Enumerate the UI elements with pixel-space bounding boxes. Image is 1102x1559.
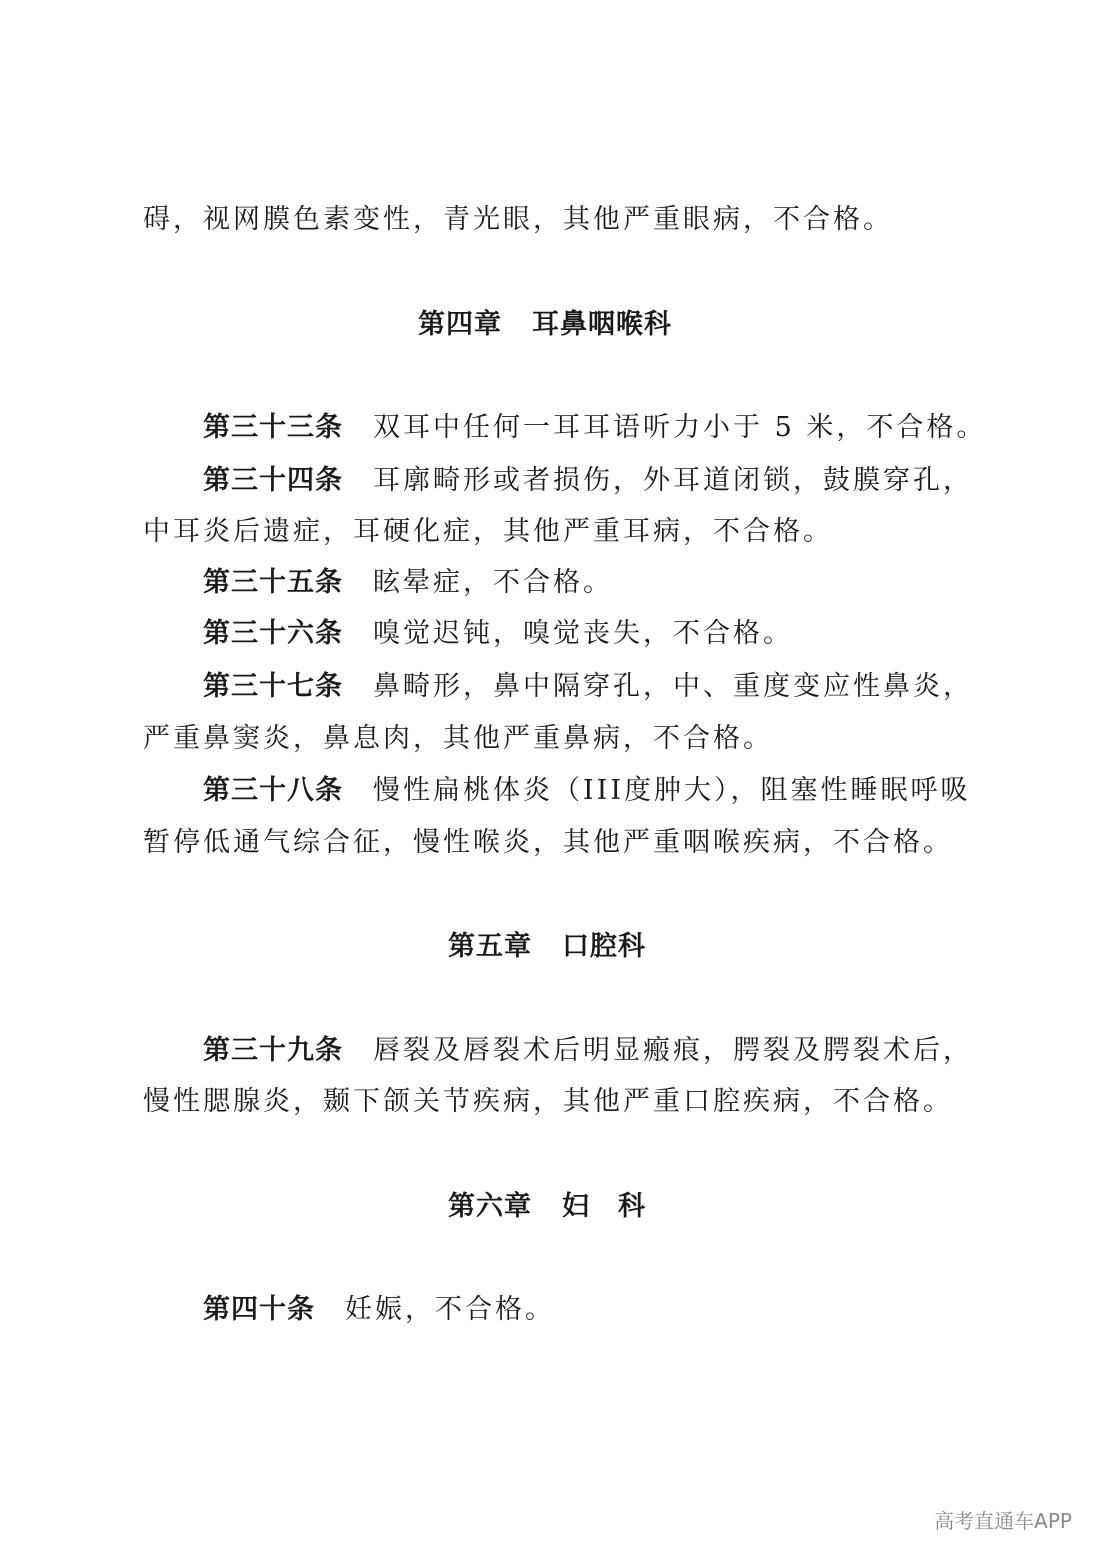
article-37-continuation: 严重鼻窦炎，鼻息肉，其他严重鼻病，不合格。 bbox=[143, 723, 773, 754]
article-35-text: 眩晕症，不合格。 bbox=[373, 567, 613, 598]
article-34 bbox=[203, 461, 973, 501]
article-39-continuation: 慢性腮腺炎，颞下颌关节疾病，其他严重口腔疾病，不合格。 bbox=[143, 1086, 953, 1117]
article-39 bbox=[203, 1031, 973, 1071]
article-38-text: 慢性扁桃体炎（III度肿大），阻塞性睡眠呼吸 bbox=[373, 775, 971, 806]
article-36-number: 第三十六条 bbox=[203, 618, 343, 649]
article-37-number: 第三十七条 bbox=[203, 671, 343, 702]
chapter-6-number: 第六章 bbox=[448, 1191, 532, 1222]
chapter-5-number: 第五章 bbox=[448, 931, 532, 962]
article-34-continuation: 中耳炎后遗症，耳硬化症，其他严重耳病，不合格。 bbox=[143, 516, 833, 547]
article-37-text: 鼻畸形，鼻中隔穿孔，中、重度变应性鼻炎， bbox=[373, 671, 973, 702]
article-40-text: 妊娠，不合格。 bbox=[345, 1294, 555, 1325]
chapter-5-heading bbox=[448, 927, 646, 967]
article-36 bbox=[203, 614, 793, 654]
chapter-5-title: 口腔科 bbox=[562, 931, 646, 962]
article-34-number: 第三十四条 bbox=[203, 465, 343, 496]
chapter-4-title: 耳鼻咽喉科 bbox=[532, 309, 672, 340]
article-38 bbox=[203, 771, 971, 811]
article-36-text: 嗅觉迟钝，嗅觉丧失，不合格。 bbox=[373, 618, 793, 649]
article-40 bbox=[203, 1290, 555, 1330]
article-39-text: 唇裂及唇裂术后明显瘢痕，腭裂及腭裂术后， bbox=[373, 1035, 973, 1066]
continuation-text: 碍，视网膜色素变性，青光眼，其他严重眼病，不合格。 bbox=[143, 204, 893, 235]
article-40-number: 第四十条 bbox=[203, 1294, 315, 1325]
article-35 bbox=[203, 563, 613, 603]
article-38-number: 第三十八条 bbox=[203, 775, 343, 806]
article-38-continuation: 暂停低通气综合征，慢性喉炎，其他严重咽喉疾病，不合格。 bbox=[143, 827, 953, 858]
chapter-6-title: 妇 科 bbox=[562, 1191, 646, 1222]
article-33-number: 第三十三条 bbox=[203, 412, 343, 443]
article-35-number: 第三十五条 bbox=[203, 567, 343, 598]
article-34-text: 耳廓畸形或者损伤，外耳道闭锁，鼓膜穿孔， bbox=[373, 465, 973, 496]
article-33 bbox=[203, 408, 986, 448]
article-37 bbox=[203, 667, 973, 707]
chapter-4-heading bbox=[418, 305, 672, 345]
article-39-number: 第三十九条 bbox=[203, 1035, 343, 1066]
article-33-text: 双耳中任何一耳耳语听力小于 5 米，不合格。 bbox=[373, 412, 987, 443]
chapter-6-heading bbox=[448, 1187, 646, 1227]
chapter-4-number: 第四章 bbox=[418, 309, 502, 340]
source-watermark: 高考直通车APP bbox=[934, 1509, 1072, 1533]
